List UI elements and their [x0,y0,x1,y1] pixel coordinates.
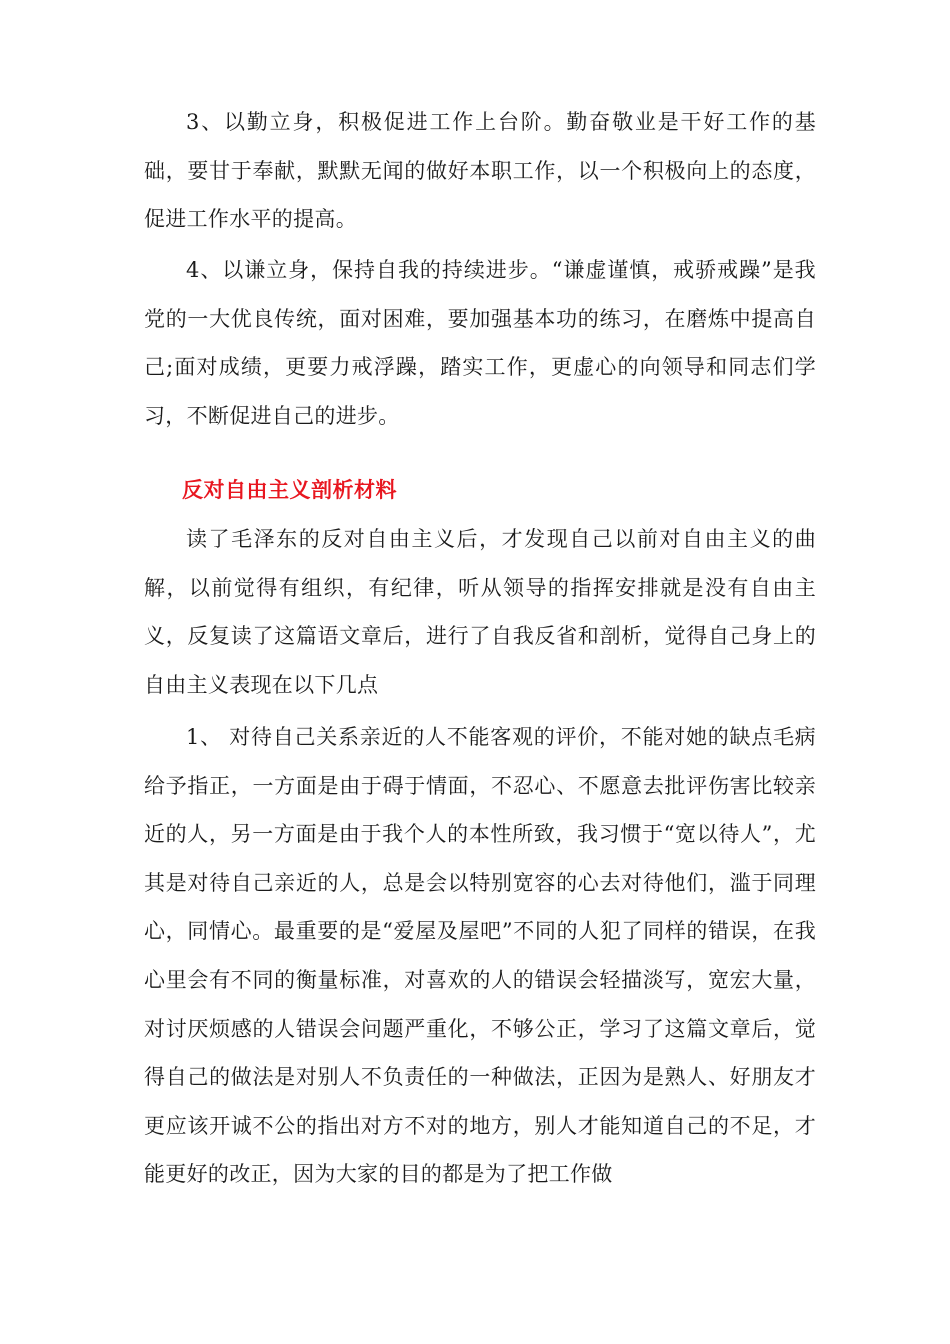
section-title: 反对自由主义剖析材料 [182,478,397,502]
paragraph-intro: 读了毛泽东的反对自由主义后，才发现自己以前对自由主义的曲解，以前觉得有组织，有纪律，听从领导的指挥安排就是没有自由主义，反复读了这篇语文章后，进行了自我反省和剖析，觉得自己身上的自由主义表现在以下几点 [144,527,816,697]
paragraph-point-1: 1、 对待自己关系亲近的人不能客观的评价，不能对她的缺点毛病给予指正，一方面是由于碍于情面，不忍心、不愿意去批评伤害比较亲近的人，另一方面是由于我个人的本性所致，我习惯于“宽以待人”，尤其是对待自己亲近的人，总是会以特别宽容的心去对待他们，滥于同理心，同情心。最重要的是“爱屋及屋吧”不同的人犯了同样的错误，在我心里会有不同的衡量标准，对喜欢的人的错误会轻描淡写，宽宏大量，对讨厌烦感的人错误会问题严重化，不够公正，学习了这篇文章后，觉得自己的做法是对别人不负责任的一种做法，正因为是熟人、好朋友才更应该开诚不公的指出对方不对的地方，别人才能知道自己的不足，才能更好的改正，因为大家的目的都是为了把工作做 [144,725,816,1187]
paragraph-modesty: 4、以谦立身，保持自我的持续进步。“谦虚谨慎，戒骄戒躁”是我党的一大优良传统，面对困难，要加强基本功的练习，在磨炼中提高自己;面对成绩，更要力戒浮躁，踏实工作，更虚心的向领导和同志们学习，不断促进自己的进步。 [144,258,816,428]
paragraph-diligence: 3、以勤立身，积极促进工作上台阶。勤奋敬业是干好工作的基础，要甘于奉献，默默无闻的做好本职工作，以一个积极向上的态度，促进工作水平的提高。 [144,110,816,232]
